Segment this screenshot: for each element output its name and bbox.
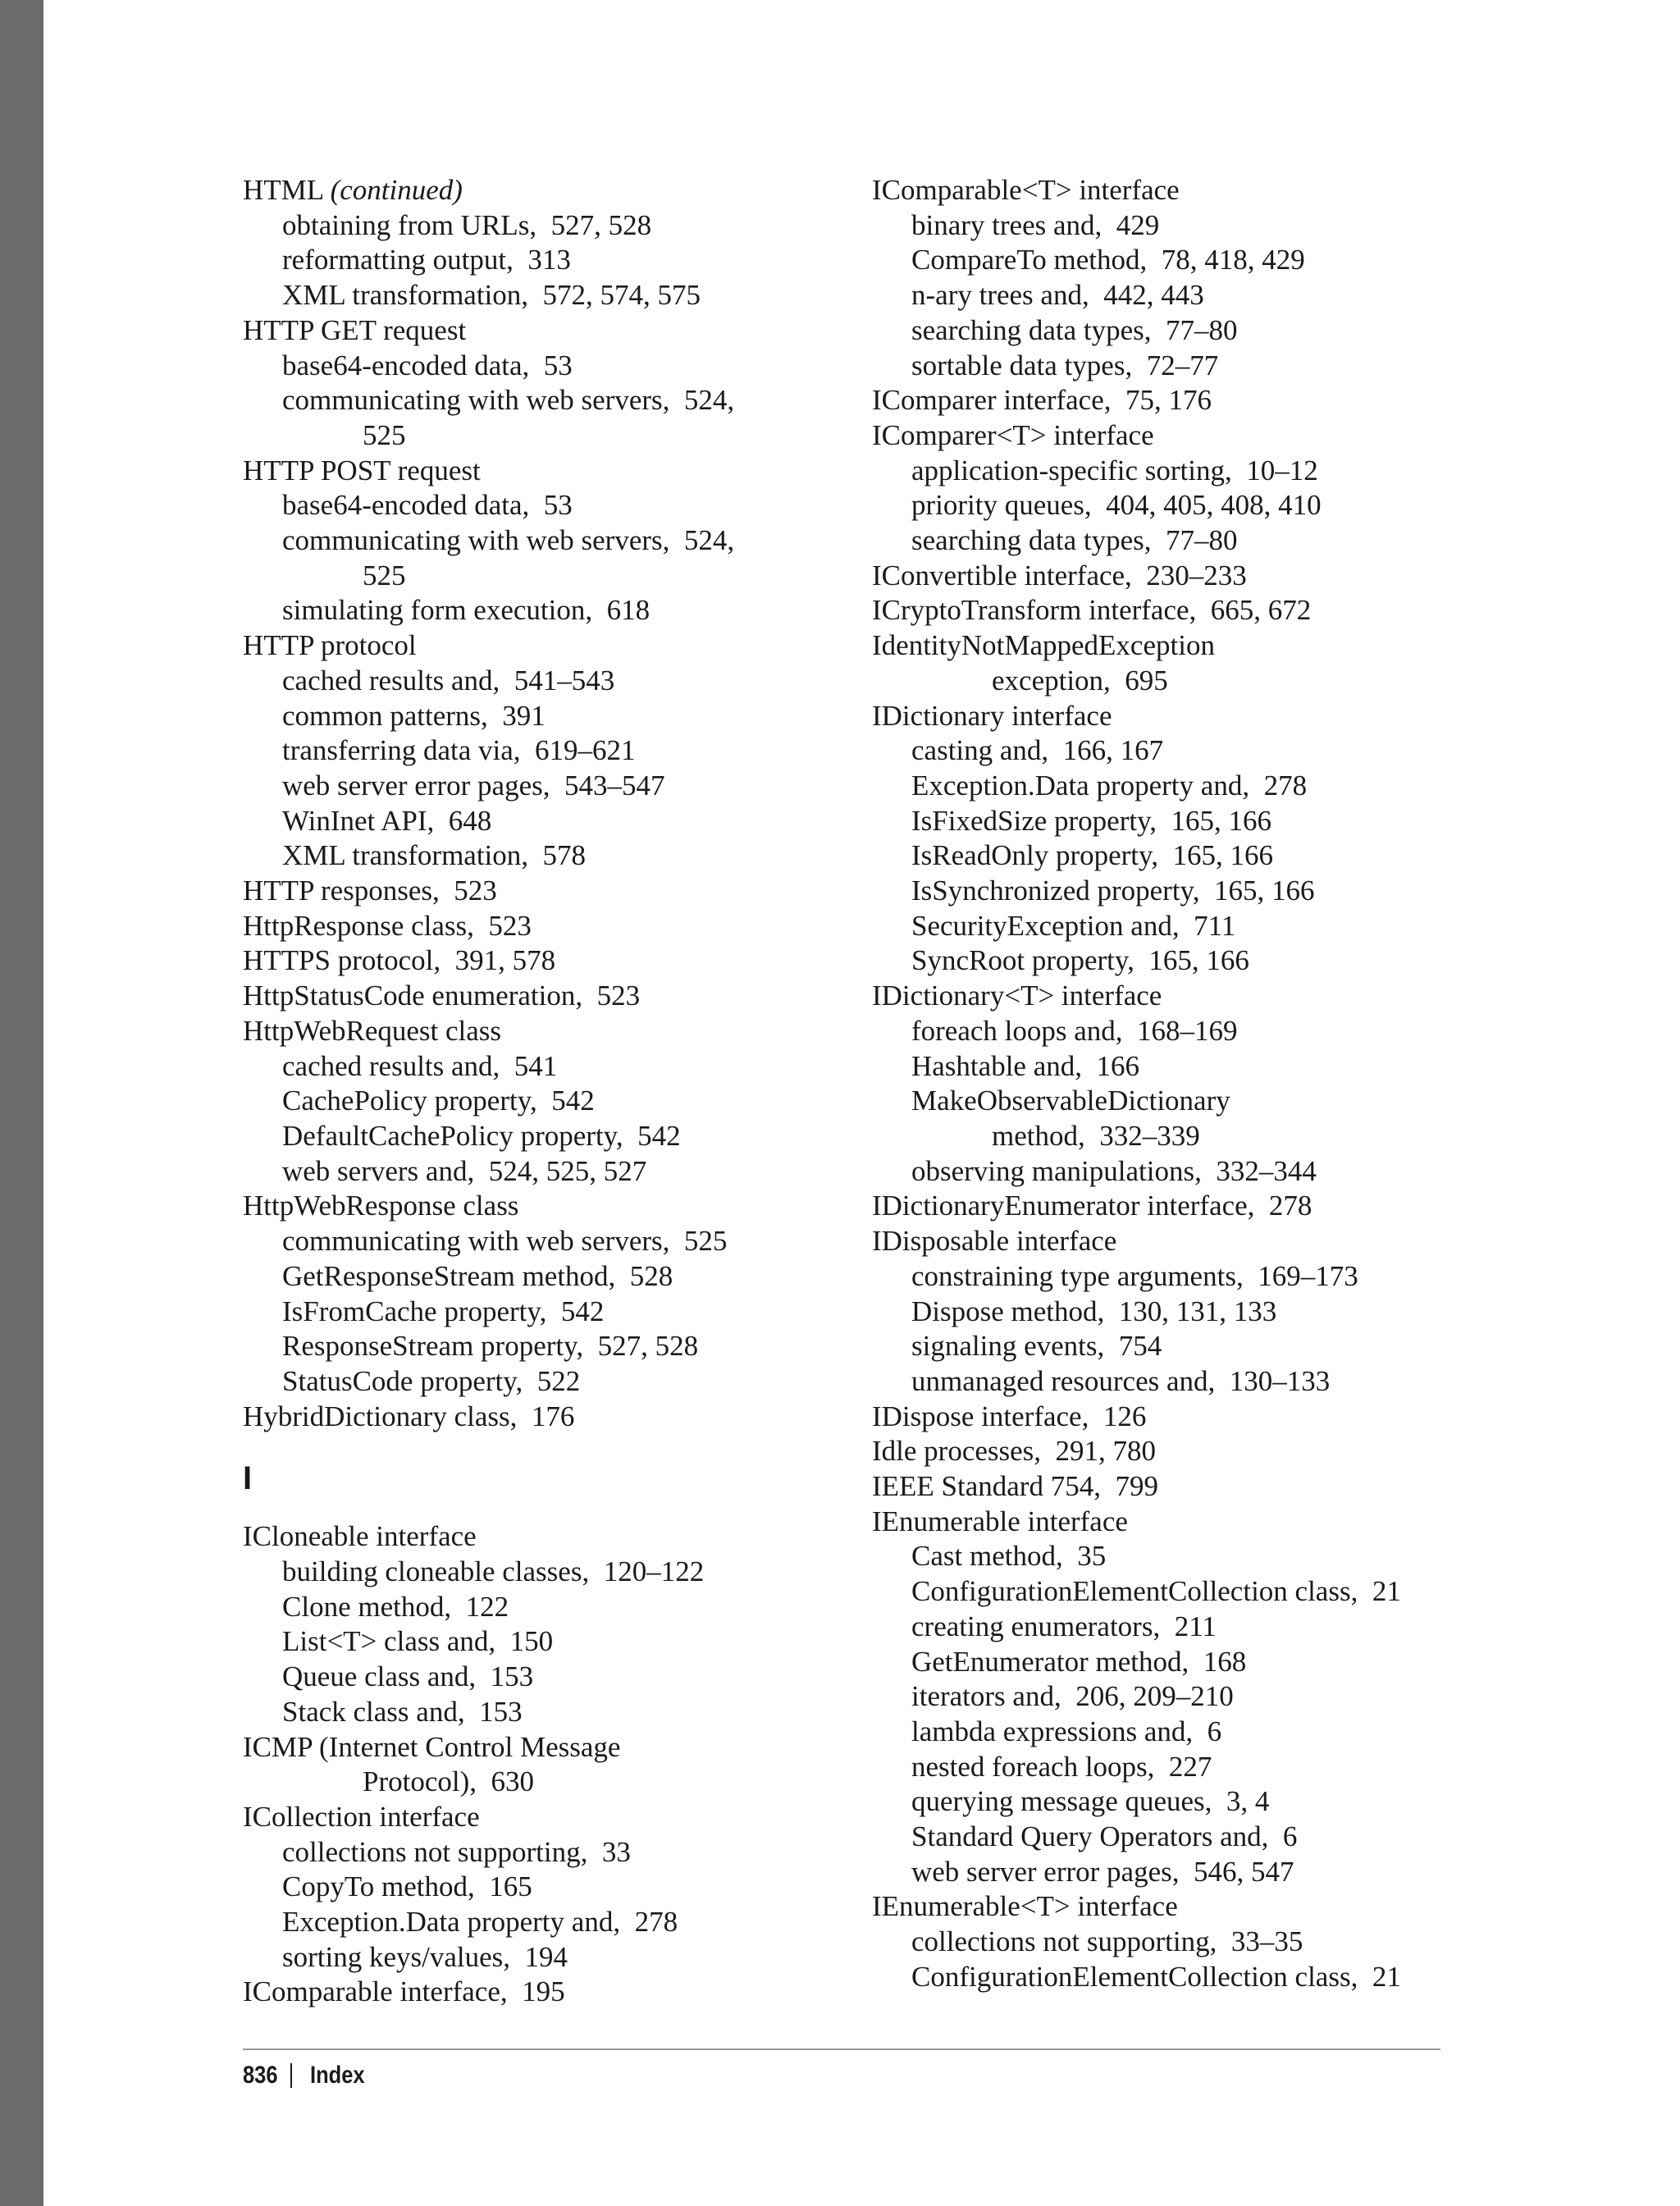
entry-text: obtaining from URLs, 527, 528	[282, 208, 652, 241]
index-entry	[243, 1975, 866, 2010]
index-entry	[872, 383, 1495, 418]
index-subentry	[872, 1084, 1495, 1119]
entry-text: IDictionaryEnumerator interface, 278	[872, 1190, 1312, 1222]
page-spine-bar	[0, 0, 43, 2206]
entry-text: StatusCode property, 522	[282, 1364, 581, 1397]
index-subentry	[243, 733, 866, 769]
entry-text: 525	[363, 418, 406, 451]
entry-text: ICloneable interface	[243, 1520, 477, 1553]
index-subentry	[243, 769, 866, 804]
index-subentry	[243, 1590, 866, 1625]
index-subentry	[243, 383, 866, 418]
entry-text: searching data types, 77–80	[911, 524, 1238, 557]
index-entry	[872, 1889, 1495, 1925]
index-entry	[872, 699, 1495, 734]
entry-text: communicating with web servers, 524,	[282, 384, 735, 417]
entry-text: HttpResponse class, 523	[243, 909, 532, 942]
index-entry	[243, 1519, 866, 1555]
entry-text: cached results and, 541–543	[282, 664, 615, 697]
index-entry-continuation	[243, 1765, 866, 1800]
index-column-left	[243, 173, 866, 2010]
index-subentry	[243, 1049, 866, 1085]
footer-separator	[290, 2063, 292, 2088]
index-subentry	[243, 838, 866, 874]
index-subentry	[243, 1660, 866, 1695]
index-subentry	[243, 1624, 866, 1660]
entry-text: ConfigurationElementCollection class, 21	[911, 1960, 1401, 1993]
index-subentry	[872, 874, 1495, 909]
index-subentry	[872, 1645, 1495, 1680]
index-subentry	[243, 1084, 866, 1119]
index-entry	[872, 418, 1495, 454]
index-subentry	[872, 909, 1495, 944]
entry-text: IDispose interface, 126	[872, 1400, 1147, 1432]
index-subentry	[243, 1224, 866, 1259]
entry-text: creating enumerators, 211	[911, 1610, 1217, 1642]
index-subentry	[872, 1750, 1495, 1785]
entry-text: Hashtable and, 166	[911, 1049, 1139, 1082]
index-subentry	[243, 1835, 866, 1870]
entry-text: IDictionary interface	[872, 699, 1112, 732]
entry-italic-note: (continued)	[330, 174, 463, 206]
index-entry	[872, 1224, 1495, 1259]
entry-text: IEEE Standard 754, 799	[872, 1470, 1158, 1503]
index-subentry	[243, 278, 866, 313]
index-subentry	[243, 699, 866, 734]
entry-text: Standard Query Operators and, 6	[911, 1820, 1298, 1853]
index-subentry	[872, 769, 1495, 804]
entry-text: ResponseStream property, 527, 528	[282, 1330, 699, 1363]
index-subentry	[243, 1364, 866, 1400]
index-subentry	[872, 278, 1495, 313]
entry-text: Idle processes, 291, 780	[872, 1435, 1157, 1468]
entry-text: searching data types, 77–80	[911, 313, 1238, 346]
entry-text: IComparer<T> interface	[872, 418, 1154, 451]
entry-text: ICollection interface	[243, 1800, 480, 1833]
entry-text: CompareTo method, 78, 418, 429	[911, 244, 1305, 276]
index-subentry	[243, 1259, 866, 1295]
entry-text: communicating with web servers, 525	[282, 1225, 728, 1258]
entry-text: IEnumerable<T> interface	[872, 1890, 1178, 1923]
entry-text: IsFixedSize property, 165, 166	[911, 804, 1272, 837]
entry-text: base64-encoded data, 53	[282, 349, 573, 381]
entry-text: common patterns, 391	[282, 699, 546, 732]
index-subentry	[872, 1715, 1495, 1750]
index-subentry	[872, 943, 1495, 979]
index-entry	[872, 1400, 1495, 1435]
entry-text: base64-encoded data, 53	[282, 489, 573, 522]
index-subentry	[243, 349, 866, 384]
entry-text: WinInet API, 648	[282, 804, 492, 837]
index-subentry	[872, 1679, 1495, 1715]
entry-text: HTTPS protocol, 391, 578	[243, 944, 556, 977]
entry-text: unmanaged resources and, 130–133	[911, 1364, 1331, 1397]
index-subentry	[243, 1870, 866, 1905]
entry-text: constraining type arguments, 169–173	[911, 1259, 1358, 1292]
entry-text: Exception.Data property and, 278	[282, 1906, 678, 1939]
index-subentry	[872, 313, 1495, 349]
index-subentry	[872, 1855, 1495, 1890]
entry-text: HTTP GET request	[243, 313, 467, 346]
index-entry	[872, 1434, 1495, 1469]
entry-text: GetResponseStream method, 528	[282, 1259, 673, 1292]
index-subentry	[243, 1329, 866, 1364]
entry-text: HttpStatusCode enumeration, 523	[243, 980, 641, 1012]
index-entry	[243, 1014, 866, 1049]
index-subentry	[872, 1364, 1495, 1400]
entry-text: web server error pages, 546, 547	[911, 1855, 1294, 1888]
index-entry	[243, 874, 866, 909]
entry-text: building cloneable classes, 120–122	[282, 1555, 705, 1588]
entry-text: CopyTo method, 165	[282, 1870, 532, 1903]
index-subentry	[872, 208, 1495, 244]
index-subentry	[872, 1784, 1495, 1820]
entry-text: communicating with web servers, 524,	[282, 524, 735, 557]
entry-text: simulating form execution, 618	[282, 594, 651, 627]
index-subentry	[872, 838, 1495, 874]
entry-text: IConvertible interface, 230–233	[872, 559, 1247, 591]
entry-text: priority queues, 404, 405, 408, 410	[911, 489, 1322, 522]
index-entry	[243, 1730, 866, 1765]
entry-text: cached results and, 541	[282, 1049, 558, 1082]
entry-text: IComparer interface, 75, 176	[872, 384, 1212, 417]
entry-text: nested foreach loops, 227	[911, 1750, 1212, 1783]
index-entry	[872, 628, 1495, 664]
entry-text: ConfigurationElementCollection class, 21	[911, 1575, 1401, 1608]
index-subentry	[872, 1610, 1495, 1645]
entry-text: method, 332–339	[992, 1119, 1200, 1152]
index-subentry	[243, 1555, 866, 1590]
index-subentry	[872, 1329, 1495, 1364]
entry-text: ICMP (Internet Control Message	[243, 1730, 621, 1763]
entry-text: IdentityNotMappedException	[872, 629, 1215, 662]
entry-text: XML transformation, 572, 574, 575	[282, 279, 701, 312]
index-entry	[243, 1800, 866, 1835]
index-entry	[243, 1189, 866, 1224]
entry-text: Dispose method, 130, 131, 133	[911, 1295, 1277, 1327]
entry-text: web server error pages, 543–547	[282, 769, 665, 802]
entry-text: ICryptoTransform interface, 665, 672	[872, 594, 1312, 627]
entry-text: application-specific sorting, 10–12	[911, 454, 1318, 486]
index-subentry	[872, 1154, 1495, 1190]
entry-text: IDictionary<T> interface	[872, 980, 1162, 1012]
index-subentry	[872, 523, 1495, 559]
entry-text: HTML	[243, 174, 331, 206]
entry-text: Exception.Data property and, 278	[911, 769, 1308, 802]
entry-text: HttpWebResponse class	[243, 1190, 519, 1222]
index-subentry	[872, 1259, 1495, 1295]
index-subentry	[872, 1295, 1495, 1330]
entry-text: SecurityException and, 711	[911, 909, 1236, 942]
entry-text: Queue class and, 153	[282, 1660, 534, 1693]
index-entry	[872, 1189, 1495, 1224]
entry-text: signaling events, 754	[911, 1330, 1162, 1363]
entry-text: web servers and, 524, 525, 527	[282, 1154, 647, 1187]
entry-text: observing manipulations, 332–344	[911, 1154, 1317, 1187]
entry-text: List<T> class and, 150	[282, 1625, 554, 1658]
entry-text: 525	[363, 559, 406, 591]
index-entry-continuation	[243, 418, 866, 454]
index-subentry	[243, 243, 866, 278]
index-subentry	[872, 1925, 1495, 1960]
entry-text: binary trees and, 429	[911, 208, 1160, 241]
entry-text: reformatting output, 313	[282, 244, 571, 276]
index-entry	[872, 173, 1495, 208]
entry-text: HTTP POST request	[243, 454, 481, 486]
index-subentry	[243, 1154, 866, 1190]
index-entry	[243, 313, 866, 349]
index-entry	[243, 173, 866, 208]
index-subentry	[243, 1940, 866, 1975]
entry-text: foreach loops and, 168–169	[911, 1014, 1238, 1047]
entry-text: Stack class and, 153	[282, 1695, 523, 1728]
index-entry-continuation	[872, 664, 1495, 699]
index-subentry	[872, 349, 1495, 384]
entry-text: lambda expressions and, 6	[911, 1715, 1222, 1747]
entry-text: collections not supporting, 33	[282, 1835, 631, 1868]
index-subentry	[243, 1295, 866, 1330]
index-entry-continuation	[872, 1119, 1495, 1154]
index-entry	[243, 979, 866, 1014]
entry-text: casting and, 166, 167	[911, 734, 1164, 767]
entry-text: CachePolicy property, 542	[282, 1085, 595, 1117]
entry-text: SyncRoot property, 165, 166	[911, 944, 1249, 977]
entry-text: I	[243, 1460, 253, 1497]
index-entry	[243, 909, 866, 944]
index-subentry	[243, 664, 866, 699]
entry-text: Protocol), 630	[363, 1765, 535, 1798]
index-subentry	[872, 1539, 1495, 1574]
index-entry-continuation	[243, 559, 866, 594]
entry-text: collections not supporting, 33–35	[911, 1925, 1303, 1958]
index-entry	[872, 1469, 1495, 1505]
index-entry	[243, 628, 866, 664]
entry-text: querying message queues, 3, 4	[911, 1785, 1270, 1818]
entry-text: IsReadOnly property, 165, 166	[911, 839, 1273, 872]
page-number: 836	[243, 2062, 278, 2089]
page-footer	[243, 2059, 374, 2092]
entry-text: sorting keys/values, 194	[282, 1940, 568, 1973]
entry-text: IsSynchronized property, 165, 166	[911, 875, 1315, 907]
index-entry	[872, 593, 1495, 628]
entry-text: IDisposable interface	[872, 1225, 1117, 1258]
index-subentry	[872, 1049, 1495, 1085]
index-subentry	[243, 488, 866, 523]
entry-text: HttpWebRequest class	[243, 1014, 502, 1047]
index-subentry	[243, 523, 866, 559]
entry-text: Cast method, 35	[911, 1540, 1107, 1573]
entry-text: n-ary trees and, 442, 443	[911, 279, 1204, 312]
index-subentry	[872, 804, 1495, 839]
index-entry	[243, 454, 866, 489]
index-subentry	[872, 1960, 1495, 1995]
entry-text: transferring data via, 619–621	[282, 734, 636, 767]
index-column-right	[872, 173, 1495, 1995]
section-letter-heading	[243, 1457, 866, 1500]
index-entry	[243, 1400, 866, 1435]
index-subentry	[243, 1119, 866, 1154]
index-subentry	[243, 208, 866, 244]
entry-text: sortable data types, 72–77	[911, 349, 1219, 381]
index-subentry	[243, 593, 866, 628]
entry-text: Clone method, 122	[282, 1590, 509, 1623]
entry-text: HTTP protocol	[243, 629, 417, 662]
entry-text: GetEnumerator method, 168	[911, 1645, 1247, 1678]
footer-rule	[243, 2048, 1440, 2050]
entry-text: IsFromCache property, 542	[282, 1295, 605, 1327]
entry-text: IEnumerable interface	[872, 1505, 1128, 1537]
index-subentry	[243, 804, 866, 839]
index-subentry	[872, 1574, 1495, 1610]
index-entry	[872, 559, 1495, 594]
entry-text: HTTP responses, 523	[243, 875, 497, 907]
entry-text: MakeObservableDictionary	[911, 1085, 1230, 1117]
entry-text: IComparable interface, 195	[243, 1975, 565, 2008]
index-subentry	[243, 1695, 866, 1730]
index-subentry	[872, 733, 1495, 769]
index-entry	[872, 1505, 1495, 1540]
entry-text: exception, 695	[992, 664, 1168, 697]
section-name: Index	[310, 2062, 365, 2089]
entry-text: XML transformation, 578	[282, 839, 587, 872]
index-entry	[872, 979, 1495, 1014]
index-subentry	[243, 1905, 866, 1940]
index-subentry	[872, 1820, 1495, 1855]
index-subentry	[872, 243, 1495, 278]
index-subentry	[872, 454, 1495, 489]
entry-text: DefaultCachePolicy property, 542	[282, 1119, 681, 1152]
entry-text: HybridDictionary class, 176	[243, 1400, 575, 1432]
entry-text: IComparable<T> interface	[872, 174, 1180, 206]
index-entry	[243, 943, 866, 979]
index-subentry	[872, 488, 1495, 523]
index-subentry	[872, 1014, 1495, 1049]
entry-text: iterators and, 206, 209–210	[911, 1680, 1234, 1713]
